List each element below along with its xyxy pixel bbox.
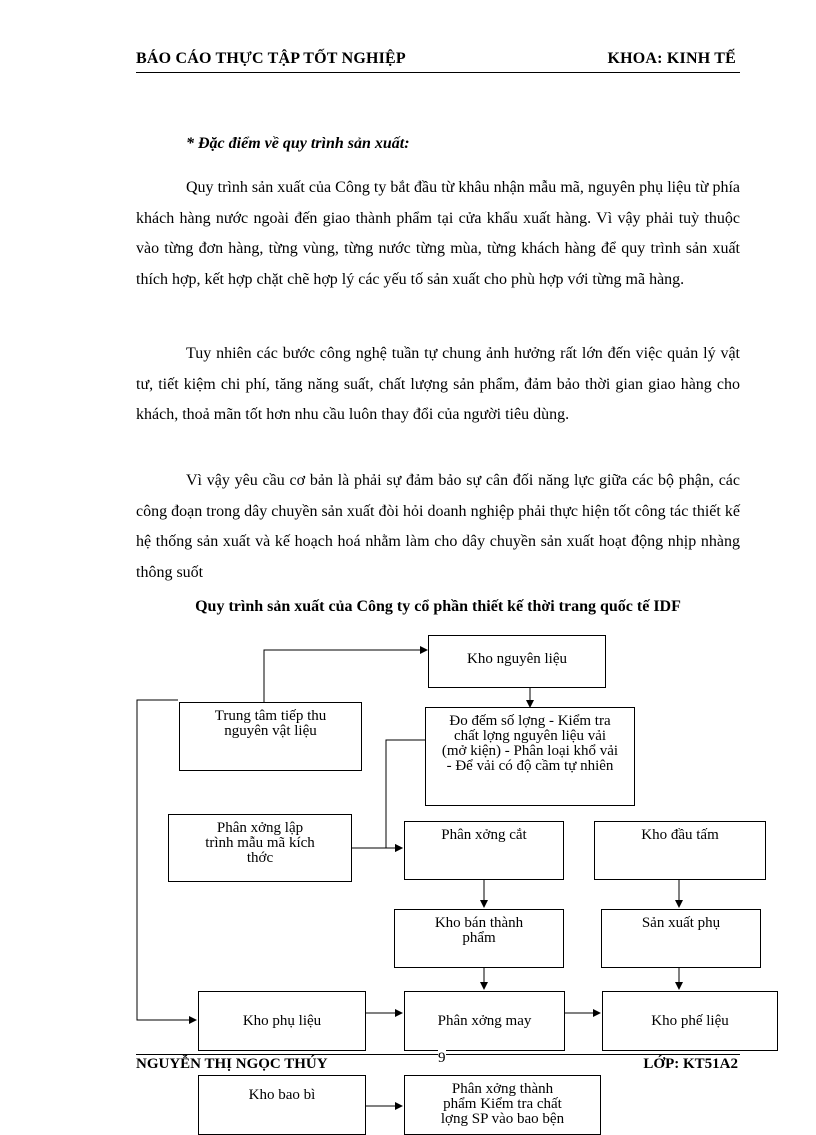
report-title: BÁO CÁO THỰC TẬP TỐT NGHIỆP (136, 50, 406, 67)
faculty-label: KHOA: KINH TẾ (607, 50, 736, 67)
diagram-title: Quy trình sản xuất của Công ty cổ phần thiết kế thời trang quốc tế IDF (195, 598, 681, 615)
box-px-thanh-pham: Phân xởng thành phẩm Kiểm tra chất lợng SP vào bao bện (404, 1075, 601, 1135)
connector-trungtam-to-khonl (264, 650, 427, 704)
paragraph: Quy trình sản xuất của Công ty bắt đầu từ khâu nhận mẫu mã, nguyên phụ liệu từ phía khách hàng nước ngoài đến giao thành phẩm tại cửa khẩu xuất hàng. Vì vậy phải tuỳ thuộc vào từng đơn hàng, từng vùng, từng nước từng mùa, từng khách hàng để quy trình sản xuất thích hợp, kết hợp chặt chẽ hợp lý các yếu tố sản xuất cho phù hợp với từng mã hàng. (136, 179, 740, 288)
box-kho-nguyen-lieu: Kho nguyên liệu (428, 635, 606, 688)
box-do-dem-kiem-tra: Đo đếm số lợng - Kiểm tra chất lợng nguyên liệu vải (mở kiện) - Phân loại khổ vải - Để vải có độ cầm tự nhiên (425, 707, 635, 806)
box-px-may: Phân xởng may (404, 991, 565, 1051)
box-trung-tam-tiep-thu: Trung tâm tiếp thu nguyên vật liệu (179, 702, 362, 771)
page-footer (136, 1050, 740, 1076)
box-px-lap-trinh-mau: Phân xởng lập trình mẫu mã kích thớc (168, 814, 352, 882)
box-kho-ban-thanh-pham: Kho bán thành phẩm (394, 909, 564, 968)
page-number: 9 (438, 1050, 446, 1066)
box-kho-bao-bi: Kho bao bì (198, 1075, 366, 1135)
paragraph: Vì vậy yêu cầu cơ bản là phải sự đảm bảo sự cân đối năng lực giữa các bộ phận, các công đoạn trong dây chuyền sản xuất đòi hỏi doanh nghiệp phải thực hiện tốt công tác thiết kế hệ thống sản xuất và kế hoạch hoá nhằm làm cho dây chuyền sản xuất hoạt động nhịp nhàng thông suốt (136, 472, 740, 581)
author-name: NGUYỄN THỊ NGỌC THÚY (136, 1056, 328, 1072)
section-title: * Đặc điểm về quy trình sản xuất: (186, 135, 410, 152)
box-kho-phu-lieu: Kho phụ liệu (198, 991, 366, 1051)
box-kho-dau-tam: Kho đầu tấm (594, 821, 766, 880)
paragraph: Tuy nhiên các bước công nghệ tuần tự chung ảnh hưởng rất lớn đến việc quản lý vật tư, tiết kiệm chi phí, tăng năng suất, chất lượng sản phẩm, đảm bảo thời gian giao hàng cho khách, thoả mãn tốt hơn nhu cầu luôn thay đổi của người tiêu dùng. (136, 345, 740, 423)
class-label: LỚP: KT51A2 (643, 1056, 738, 1072)
box-san-xuat-phu: Sản xuất phụ (601, 909, 761, 968)
box-px-cat: Phân xởng cắt (404, 821, 564, 880)
box-kho-phe-lieu: Kho phế liệu (602, 991, 778, 1051)
